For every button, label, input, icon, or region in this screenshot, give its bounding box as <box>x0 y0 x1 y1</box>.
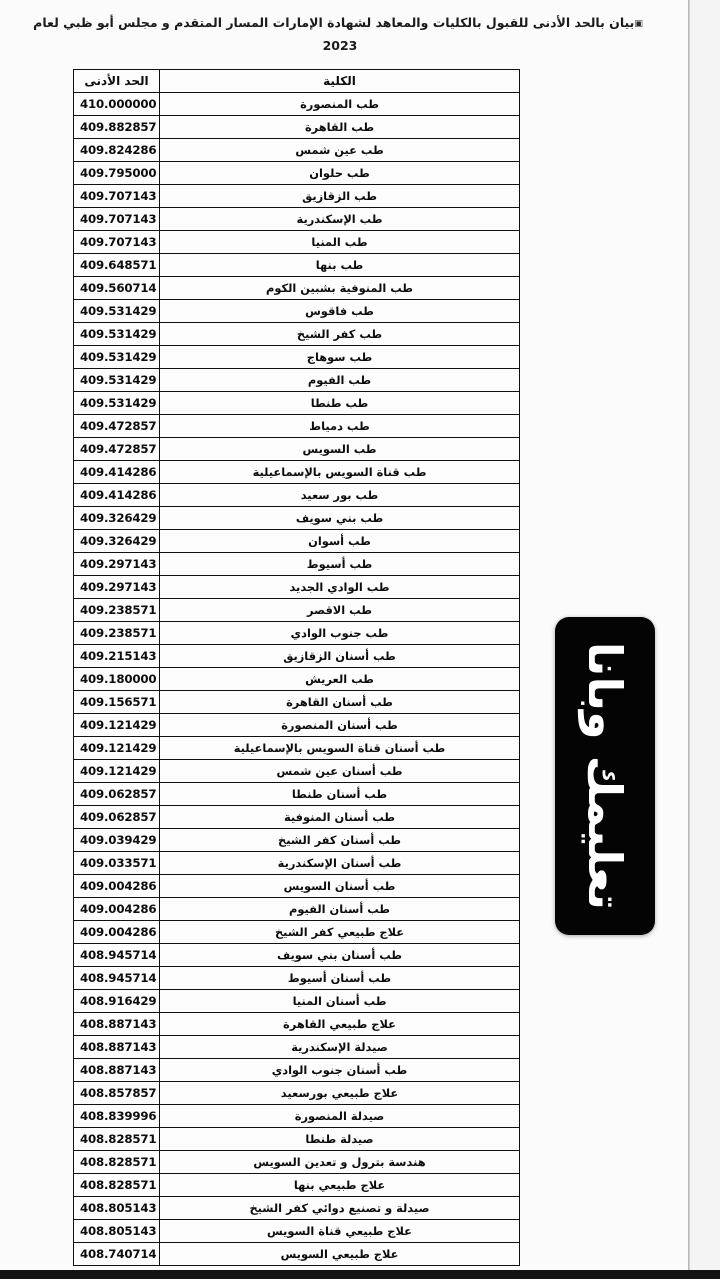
bottom-crop-bar <box>0 1270 720 1279</box>
bullet-marker-icon: ▣ <box>634 19 643 29</box>
cell-faculty: طب القاهرة <box>160 116 520 139</box>
cell-faculty: طب كفر الشيخ <box>160 323 520 346</box>
cell-minimum: 409.531429 <box>74 392 160 415</box>
cell-minimum: 409.033571 <box>74 852 160 875</box>
cell-faculty: طب بور سعيد <box>160 484 520 507</box>
table-row <box>74 369 520 392</box>
table-row <box>74 438 520 461</box>
cell-faculty: طب أسنان أسيوط <box>160 967 520 990</box>
cell-minimum: 409.121429 <box>74 760 160 783</box>
cell-faculty: طب أسنان الفيوم <box>160 898 520 921</box>
table-row <box>74 162 520 185</box>
table-row <box>74 967 520 990</box>
cell-minimum: 409.707143 <box>74 231 160 254</box>
cell-faculty: طب أسنان القاهرة <box>160 691 520 714</box>
cell-faculty: طب أسنان الإسكندرية <box>160 852 520 875</box>
table-row <box>74 231 520 254</box>
cell-faculty: طب أسنان كفر الشيخ <box>160 829 520 852</box>
cell-faculty: طب أسنان بني سويف <box>160 944 520 967</box>
cell-faculty: صيدلة الإسكندرية <box>160 1036 520 1059</box>
watermark-sticker-text: تعليمك وبانا <box>578 641 632 911</box>
cell-faculty: طب أسنان عين شمس <box>160 760 520 783</box>
cell-minimum: 409.238571 <box>74 599 160 622</box>
cell-minimum: 409.121429 <box>74 714 160 737</box>
cell-faculty: علاج طبيعي القاهرة <box>160 1013 520 1036</box>
table-row <box>74 323 520 346</box>
table-row <box>74 852 520 875</box>
cell-minimum: 410.000000 <box>74 93 160 116</box>
page-title <box>30 12 650 57</box>
cell-faculty: طب بنها <box>160 254 520 277</box>
cell-minimum: 408.887143 <box>74 1013 160 1036</box>
cell-minimum: 409.297143 <box>74 576 160 599</box>
cell-minimum: 409.004286 <box>74 898 160 921</box>
cell-minimum: 409.062857 <box>74 783 160 806</box>
cell-faculty: طب بني سويف <box>160 507 520 530</box>
table-header-row <box>74 70 520 93</box>
cell-faculty: طب أسنان السويس <box>160 875 520 898</box>
cell-minimum: 408.857857 <box>74 1082 160 1105</box>
cell-minimum: 409.326429 <box>74 507 160 530</box>
cell-faculty: طب فاقوس <box>160 300 520 323</box>
table-row <box>74 139 520 162</box>
page-title-text: بيان بالحد الأدنى للقبول بالكليات والمعاهد لشهادة الإمارات المسار المتقدم و مجلس أبو ظبي لعام 2023 <box>33 15 635 53</box>
table-row <box>74 1059 520 1082</box>
table-row <box>74 1151 520 1174</box>
cell-faculty: صيدلة المنصورة <box>160 1105 520 1128</box>
cell-minimum: 408.828571 <box>74 1174 160 1197</box>
table-row <box>74 990 520 1013</box>
cell-minimum: 409.121429 <box>74 737 160 760</box>
table-row <box>74 1105 520 1128</box>
cell-minimum: 409.414286 <box>74 484 160 507</box>
cell-faculty: طب المنصورة <box>160 93 520 116</box>
cell-minimum: 409.531429 <box>74 323 160 346</box>
table-row <box>74 714 520 737</box>
table-row <box>74 530 520 553</box>
table-row <box>74 254 520 277</box>
cell-minimum: 409.062857 <box>74 806 160 829</box>
cell-faculty: طب الفيوم <box>160 369 520 392</box>
table-row <box>74 1128 520 1151</box>
table-row <box>74 921 520 944</box>
cell-minimum: 408.805143 <box>74 1220 160 1243</box>
cell-faculty: طب أسنان جنوب الوادي <box>160 1059 520 1082</box>
table-row <box>74 185 520 208</box>
cell-faculty: طب دمياط <box>160 415 520 438</box>
table-row <box>74 300 520 323</box>
cell-faculty: هندسة بترول و تعدين السويس <box>160 1151 520 1174</box>
cell-minimum: 409.297143 <box>74 553 160 576</box>
cell-minimum: 409.707143 <box>74 208 160 231</box>
table-row <box>74 1220 520 1243</box>
cell-minimum: 409.795000 <box>74 162 160 185</box>
table-row <box>74 829 520 852</box>
cell-faculty: طب أسنان المنوفية <box>160 806 520 829</box>
cell-faculty: طب طنطا <box>160 392 520 415</box>
column-header-faculty: الكلية <box>160 70 520 93</box>
cell-minimum: 409.180000 <box>74 668 160 691</box>
cell-minimum: 408.887143 <box>74 1036 160 1059</box>
cell-faculty: طب أسنان طنطا <box>160 783 520 806</box>
cell-minimum: 409.560714 <box>74 277 160 300</box>
cell-faculty: طب الزقازيق <box>160 185 520 208</box>
table-row <box>74 461 520 484</box>
table-row <box>74 806 520 829</box>
cell-minimum: 409.326429 <box>74 530 160 553</box>
cell-minimum: 408.945714 <box>74 967 160 990</box>
page-right-gutter <box>689 0 720 1279</box>
cell-minimum: 409.531429 <box>74 346 160 369</box>
table-row <box>74 576 520 599</box>
cell-minimum: 409.531429 <box>74 369 160 392</box>
table-row <box>74 1243 520 1266</box>
table-row <box>74 944 520 967</box>
cell-faculty: طب المنيا <box>160 231 520 254</box>
table-row <box>74 645 520 668</box>
cell-minimum: 408.945714 <box>74 944 160 967</box>
cell-faculty: طب سوهاج <box>160 346 520 369</box>
cell-faculty: طب أسنان الزقازيق <box>160 645 520 668</box>
cell-faculty: علاج طبيعي كفر الشيخ <box>160 921 520 944</box>
cell-minimum: 409.156571 <box>74 691 160 714</box>
cell-minimum: 409.414286 <box>74 461 160 484</box>
table-row <box>74 760 520 783</box>
cell-minimum: 409.004286 <box>74 875 160 898</box>
cell-minimum: 408.740714 <box>74 1243 160 1266</box>
table-row <box>74 553 520 576</box>
cell-minimum: 408.839996 <box>74 1105 160 1128</box>
cell-minimum: 409.238571 <box>74 622 160 645</box>
table-row <box>74 392 520 415</box>
cell-minimum: 409.707143 <box>74 185 160 208</box>
table-row <box>74 415 520 438</box>
cell-minimum: 409.215143 <box>74 645 160 668</box>
table-row <box>74 1197 520 1220</box>
table-row <box>74 691 520 714</box>
cell-faculty: طب حلوان <box>160 162 520 185</box>
minimum-scores-table <box>73 69 520 1266</box>
cell-minimum: 409.882857 <box>74 116 160 139</box>
cell-minimum: 408.916429 <box>74 990 160 1013</box>
table-row <box>74 1036 520 1059</box>
table-row <box>74 783 520 806</box>
cell-minimum: 409.472857 <box>74 438 160 461</box>
table-row <box>74 1013 520 1036</box>
cell-faculty: طب الإسكندرية <box>160 208 520 231</box>
cell-minimum: 408.828571 <box>74 1128 160 1151</box>
cell-minimum: 408.805143 <box>74 1197 160 1220</box>
cell-minimum: 409.824286 <box>74 139 160 162</box>
cell-faculty: علاج طبيعي بنها <box>160 1174 520 1197</box>
table-row <box>74 1082 520 1105</box>
table-row <box>74 116 520 139</box>
cell-faculty: طب أسنان المنصورة <box>160 714 520 737</box>
column-header-minimum: الحد الأدنى <box>74 70 160 93</box>
cell-faculty: طب أسوان <box>160 530 520 553</box>
watermark-sticker <box>555 617 655 935</box>
table-body <box>74 93 520 1266</box>
cell-minimum: 409.531429 <box>74 300 160 323</box>
table-row <box>74 875 520 898</box>
table-row <box>74 737 520 760</box>
cell-faculty: طب المنوفية بشبين الكوم <box>160 277 520 300</box>
cell-faculty: طب قناة السويس بالإسماعيلية <box>160 461 520 484</box>
cell-faculty: طب العريش <box>160 668 520 691</box>
cell-faculty: صيدلة و تصنيع دوائي كفر الشيخ <box>160 1197 520 1220</box>
cell-minimum: 409.472857 <box>74 415 160 438</box>
table-row <box>74 622 520 645</box>
cell-faculty: طب الوادي الجديد <box>160 576 520 599</box>
cell-minimum: 409.648571 <box>74 254 160 277</box>
table-row <box>74 93 520 116</box>
cell-minimum: 409.004286 <box>74 921 160 944</box>
table-row <box>74 507 520 530</box>
cell-faculty: طب جنوب الوادي <box>160 622 520 645</box>
table-row <box>74 208 520 231</box>
cell-faculty: صيدلة طنطا <box>160 1128 520 1151</box>
cell-faculty: طب عين شمس <box>160 139 520 162</box>
cell-minimum: 408.887143 <box>74 1059 160 1082</box>
table-row <box>74 277 520 300</box>
cell-faculty: طب السويس <box>160 438 520 461</box>
table-row <box>74 668 520 691</box>
table-row <box>74 599 520 622</box>
table-row <box>74 484 520 507</box>
cell-faculty: علاج طبيعي بورسعيد <box>160 1082 520 1105</box>
cell-faculty: علاج طبيعي السويس <box>160 1243 520 1266</box>
cell-faculty: طب أسنان قناة السويس بالإسماعيلية <box>160 737 520 760</box>
cell-faculty: علاج طبيعي قناة السويس <box>160 1220 520 1243</box>
cell-minimum: 408.828571 <box>74 1151 160 1174</box>
table-row <box>74 898 520 921</box>
cell-faculty: طب الاقصر <box>160 599 520 622</box>
table-row <box>74 1174 520 1197</box>
cell-minimum: 409.039429 <box>74 829 160 852</box>
table-row <box>74 346 520 369</box>
cell-faculty: طب أسيوط <box>160 553 520 576</box>
cell-faculty: طب أسنان المنيا <box>160 990 520 1013</box>
